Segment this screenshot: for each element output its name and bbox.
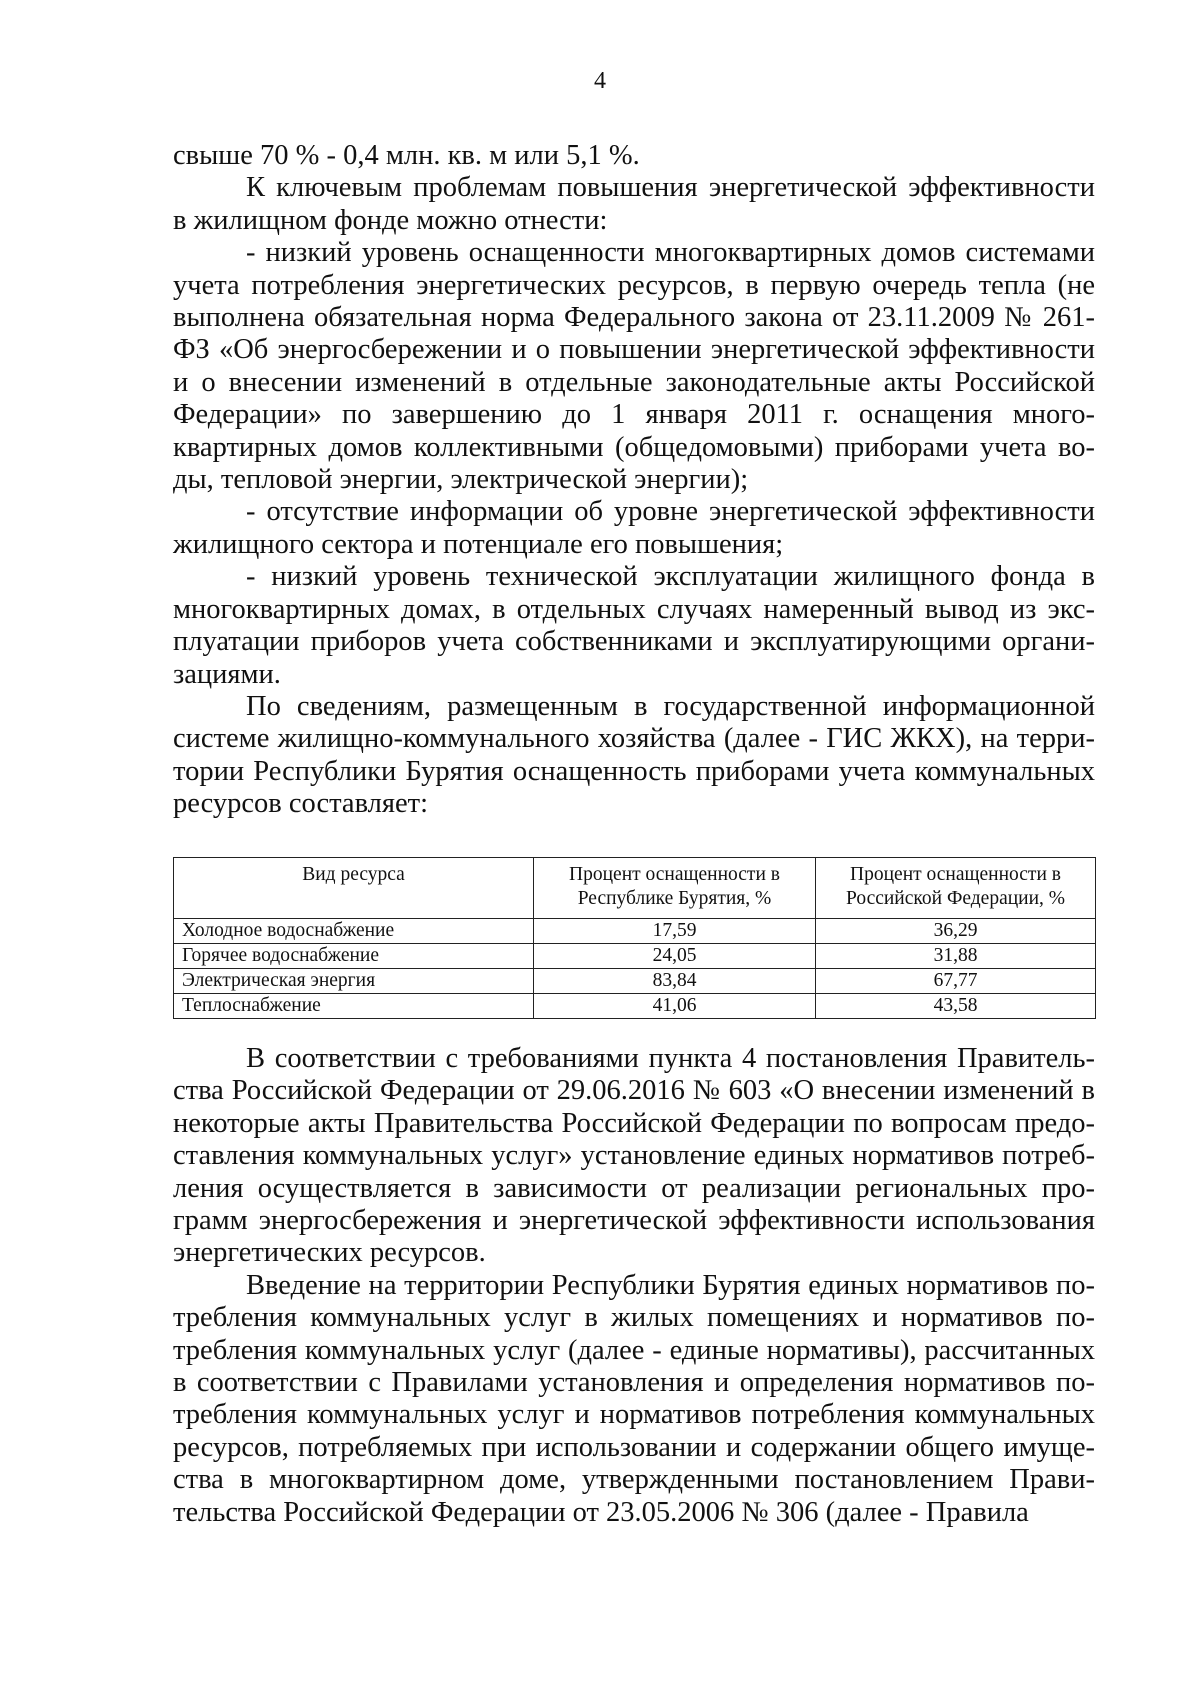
resource-name: Горячее водоснабжение (174, 944, 534, 969)
russia-value: 36,29 (816, 919, 1096, 944)
paragraph: Введение на территории Республики Бурятия единых нормативов потребления коммунальных услуг в жилых помещениях и нормативов потребления коммунальных услуг (далее - единые нормативы), рассчитанных в соответствии с Правилами установления и определения нормативов потребления коммунальных услуг и нормативов потребления коммунальных ресурсов, потребляемых при использовании и содержании общего имущества в многоквартирном доме, утвержденными постановлением Правительства Российской Федерации от 23.05.2006 № 306 (далее - Правила (173, 1269, 1095, 1528)
table-row (174, 919, 1096, 944)
buryatia-value: 24,05 (534, 944, 816, 969)
russia-value: 31,88 (816, 944, 1096, 969)
paragraph: К ключевым проблемам повышения энергетической эффективности в жилищном фонде можно отнести: (173, 172, 1095, 236)
resource-name: Электрическая энергия (174, 969, 534, 994)
table-row (174, 994, 1096, 1019)
metering-coverage-table (173, 857, 1096, 1019)
list-item: - низкий уровень оснащенности многоквартирных домов системами учета потребления энергетических ресурсов, в первую очередь тепла (не выполнена обязательная норма Федерального закона от 23.11.2009 № 261-ФЗ «Об энергосбережении и о повышении энергетической эффективности и о внесении изменений в отдельные законодательные акты Российской Федерации» по завершению до 1 января 2011 г. оснащения многоквартирных домов коллективными (общедомовыми) приборами учета воды, тепловой энергии, электрической энергии); (173, 237, 1095, 496)
body-text-bottom (173, 1043, 1095, 1529)
buryatia-value: 83,84 (534, 969, 816, 994)
table-row (174, 969, 1096, 994)
buryatia-value: 41,06 (534, 994, 816, 1019)
body-text-top (173, 140, 1095, 821)
paragraph: В соответствии с требованиями пункта 4 постановления Правительства Российской Федерации от 29.06.2016 № 603 «О внесении изменений в некоторые акты Правительства Российской Федерации по вопросам предоставления коммунальных услуг» установление единых нормативов потребления осуществляется в зависимости от реализации региональных программ энергосбережения и энергетической эффективности использования энергетических ресурсов. (173, 1043, 1095, 1269)
buryatia-value: 17,59 (534, 919, 816, 944)
resource-name: Теплоснабжение (174, 994, 534, 1019)
paragraph: По сведениям, размещенным в государственной информационной системе жилищно-коммунального хозяйства (далее - ГИС ЖКХ), на территории Республики Бурятия оснащенность приборами учета коммунальных ресурсов составляет: (173, 690, 1095, 820)
table-header-row (174, 858, 1096, 919)
column-header-resource: Вид ресурса (174, 858, 534, 919)
russia-value: 67,77 (816, 969, 1096, 994)
table-row (174, 944, 1096, 969)
column-header-buryatia: Процент оснащенности в Республике Бурятия, % (534, 858, 816, 919)
resource-name: Холодное водоснабжение (174, 919, 534, 944)
column-header-russia: Процент оснащенности в Российской Федерации, % (816, 858, 1096, 919)
russia-value: 43,58 (816, 994, 1096, 1019)
page-number: 4 (594, 68, 606, 94)
list-item: - низкий уровень технической эксплуатации жилищного фонда в многоквартирных домах, в отдельных случаях намеренный вывод из эксплуатации приборов учета собственниками и эксплуатирующими организациями. (173, 561, 1095, 690)
paragraph: свыше 70 % - 0,4 млн. кв. м или 5,1 %. (173, 140, 640, 171)
list-item: - отсутствие информации об уровне энергетической эффективности жилищного сектора и потенциале его повышения; (173, 496, 1095, 560)
